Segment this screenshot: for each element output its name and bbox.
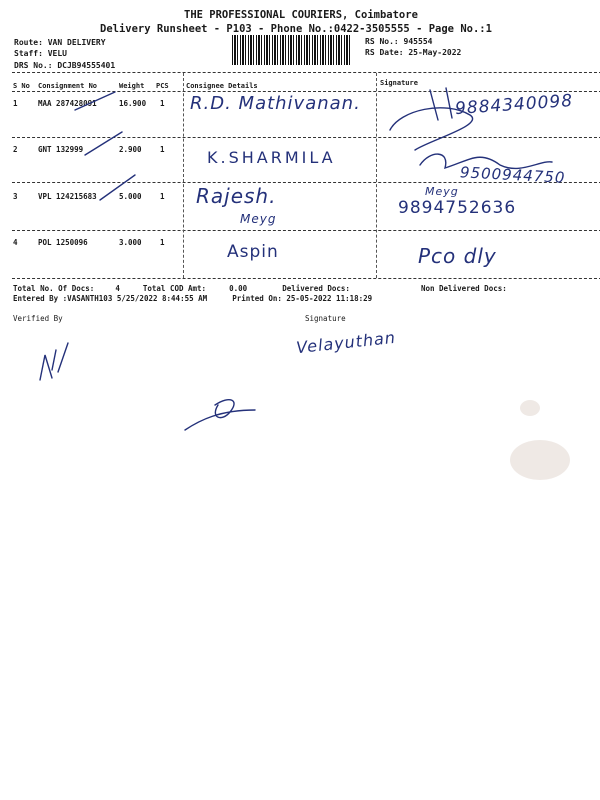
row-weight: 5.000 (119, 192, 142, 201)
row-note-handwritten: Meyg (425, 185, 459, 198)
col-header-signature: Signature (380, 79, 418, 87)
row-pcs: 1 (160, 192, 165, 201)
row-consignee-handwritten: Aspin (227, 242, 279, 262)
col-header-sno: S No (13, 82, 30, 90)
row-sno: 4 (13, 238, 18, 247)
non-delivered-docs-label: Non Delivered Docs: (420, 284, 507, 293)
row-consignment: GNT 132999 (38, 145, 84, 154)
cod-label: Total COD Amt: (142, 284, 207, 293)
cod-value: 0.00 (229, 284, 248, 293)
row-sno: 1 (13, 99, 18, 108)
strike-mark (100, 175, 135, 200)
total-docs-label: Total No. Of Docs: (13, 284, 95, 293)
drs-value: DCJB94555401 (57, 61, 116, 70)
printed-on: Printed On: 25-05-2022 11:18:29 (232, 294, 373, 303)
row-weight: 16.900 (119, 99, 147, 108)
route-label: Route: (14, 38, 43, 47)
row-pcs: 1 (160, 238, 165, 247)
staff-signature-handwritten: Velayuthan (295, 327, 397, 358)
rs-no-label: RS No.: (365, 37, 399, 46)
col-header-consignee: Consignee Details (186, 82, 258, 90)
company-name: THE PROFESSIONAL COURIERS, Coimbatore (184, 9, 418, 21)
route-value: VAN DELIVERY (47, 38, 106, 47)
drs-label: DRS No.: (14, 61, 53, 70)
row-consignee-handwritten: R.D. Mathivanan. (190, 93, 361, 114)
delivered-docs-label: Delivered Docs: (282, 284, 350, 293)
row-pcs: 1 (160, 145, 165, 154)
row-pcs: 1 (160, 99, 165, 108)
entered-by: Entered By :VASANTH103 5/25/2022 8:44:55 AM (13, 294, 208, 303)
row-consignee-handwritten: Rajesh. (196, 184, 277, 208)
row-signature-phone: 9894752636 (398, 198, 517, 218)
row-consignment: MAA 287428091 (38, 99, 97, 108)
row-consignee-handwritten: K.SHARMILA (207, 148, 336, 167)
paper-stain (510, 440, 570, 480)
verified-by-label: Verified By (13, 314, 63, 323)
row-weight: 2.900 (119, 145, 142, 154)
col-header-pcs: PCS (156, 82, 169, 90)
signature-scribble (390, 88, 473, 150)
row-signature-phone: 9884340098 (454, 90, 574, 120)
col-header-consignment: Consignment No (38, 82, 98, 90)
strike-mark (75, 92, 115, 110)
row-weight: 3.000 (119, 238, 142, 247)
row-consignment: POL 1250096 (38, 238, 88, 247)
row-sno: 3 (13, 192, 18, 201)
staff-label: Staff: (14, 49, 43, 58)
initials-scribble (185, 400, 255, 430)
staff-value: VELU (47, 49, 67, 58)
verified-initials (40, 343, 68, 380)
strike-mark (85, 132, 122, 155)
rs-date-label: RS Date: (365, 48, 404, 57)
row-signature-phone: 9500944750 (459, 163, 566, 187)
paper-stain (520, 400, 540, 416)
signature-scribble (420, 154, 552, 168)
row-note-handwritten: Meyg (240, 212, 277, 226)
rs-no-value: 945554 (403, 37, 433, 46)
staff-signature-label: Signature (305, 314, 346, 323)
row-sno: 2 (13, 145, 18, 154)
runsheet-subtitle: Delivery Runsheet - P103 - Phone No.:0422-3505555 - Page No.:1 (100, 23, 492, 35)
total-docs-value: 4 (115, 284, 120, 293)
col-header-weight: Weight (119, 82, 145, 90)
rs-date-value: 25-May-2022 (408, 48, 462, 57)
row-consignment: VPL 124215683 (38, 192, 97, 201)
row-signature-handwritten: Pco dly (418, 244, 497, 268)
